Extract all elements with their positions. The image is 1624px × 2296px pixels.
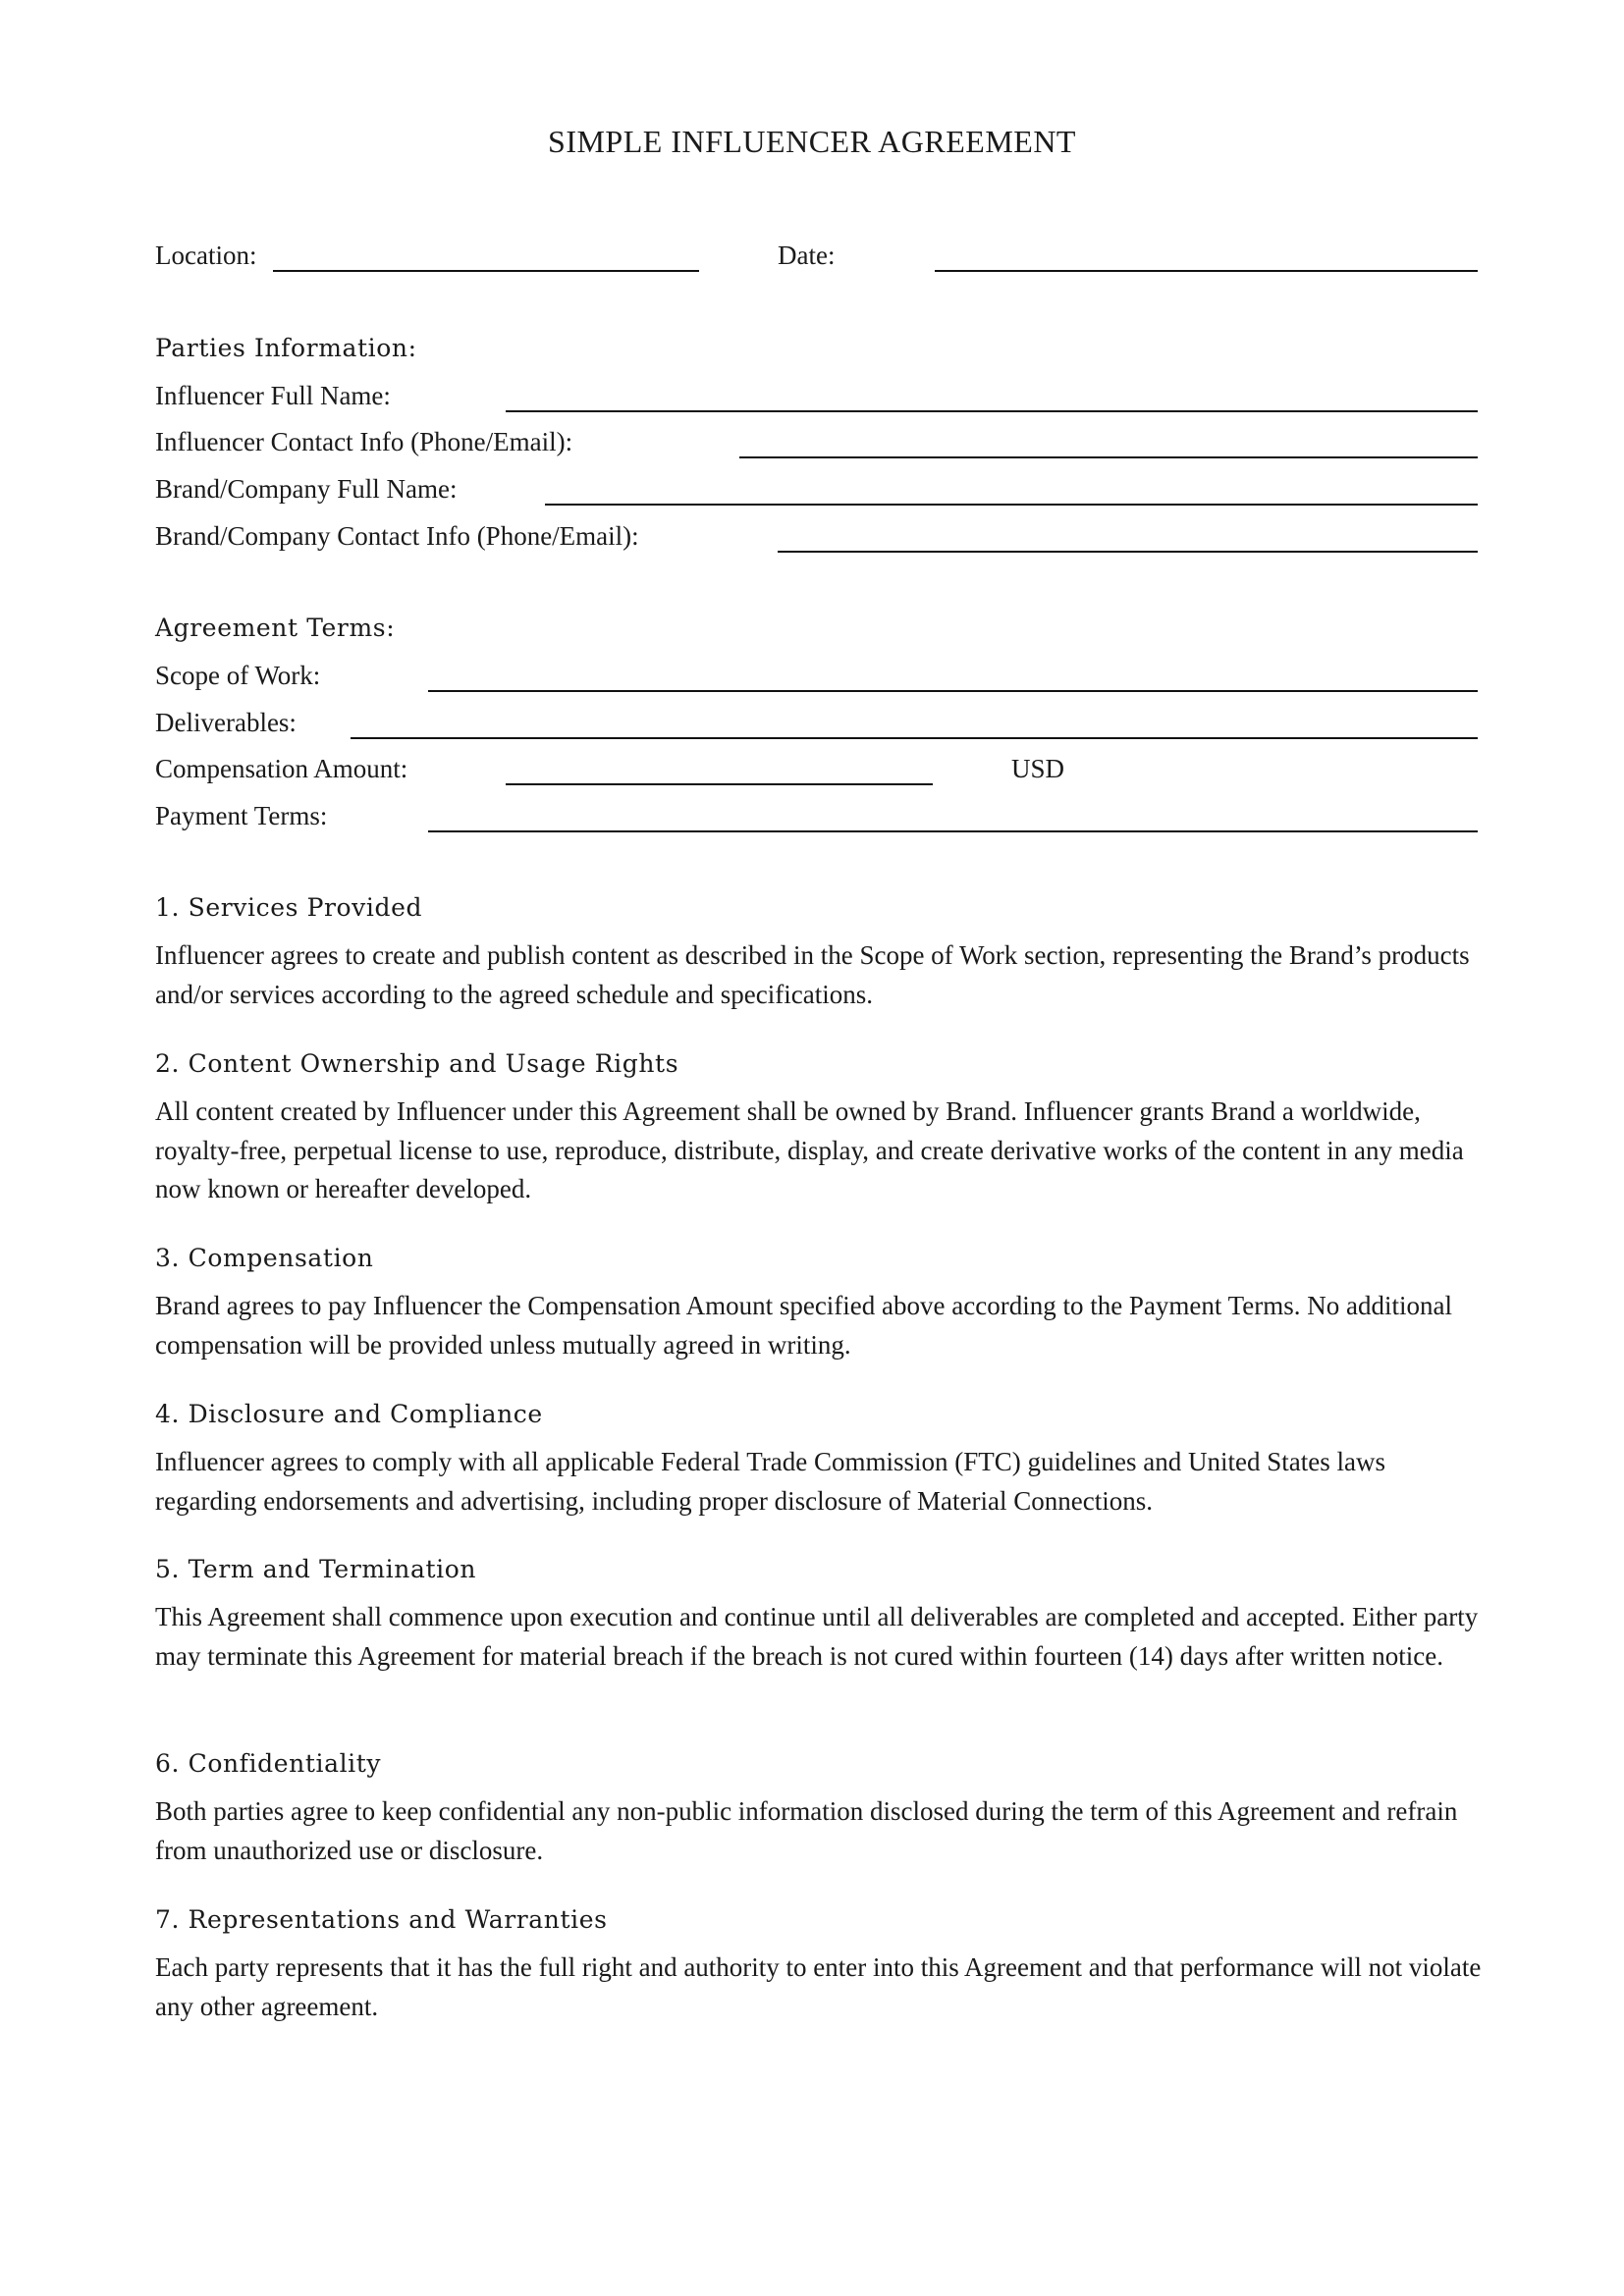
currency-label: USD (1011, 754, 1065, 783)
section-7-text: Each party represents that it has the full right and authority to enter into this Agreement and that performance will not violate any other agreement. (155, 1952, 1482, 2021)
section-6-heading: 6. Confidentiality (155, 1749, 382, 1778)
document-title: SIMPLE INFLUENCER AGREEMENT (548, 124, 1076, 159)
brand-name-label: Brand/Company Full Name: (155, 474, 458, 504)
location-label: Location: (155, 240, 257, 270)
scope-label: Scope of Work: (155, 661, 321, 690)
compensation-field-line[interactable] (506, 783, 933, 785)
section-2-heading: 2. Content Ownership and Usage Rights (155, 1049, 679, 1078)
section-3-heading: 3. Compensation (155, 1244, 374, 1272)
payment-terms-label: Payment Terms: (155, 801, 328, 830)
section-7-heading: 7. Representations and Warranties (155, 1905, 608, 1934)
brand-contact-field-line[interactable] (778, 551, 1478, 553)
influencer-contact-field-line[interactable] (739, 456, 1478, 458)
scope-field-line[interactable] (428, 690, 1478, 692)
section-4-heading: 4. Disclosure and Compliance (155, 1400, 543, 1428)
compensation-label: Compensation Amount: (155, 754, 408, 783)
location-field-line[interactable] (273, 270, 699, 272)
section-1-text: Influencer agrees to create and publish content as described in the Scope of Work section, representing the Brand’s products and/or services according to the agreed schedule and specifications. (155, 940, 1470, 1009)
section-1-heading: 1. Services Provided (155, 893, 423, 922)
section-5-text: This Agreement shall commence upon execution and continue until all deliverables are completed and accepted. Either party may terminate this Agreement for material breach if the breach is not cured within fourteen (14) days after written notice. (155, 1602, 1479, 1671)
brand-contact-label: Brand/Company Contact Info (Phone/Email): (155, 521, 639, 551)
influencer-contact-label: Influencer Contact Info (Phone/Email): (155, 427, 573, 456)
payment-terms-field-line[interactable] (428, 830, 1478, 832)
section-5-heading: 5. Term and Termination (155, 1555, 477, 1583)
brand-name-field-line[interactable] (545, 504, 1478, 506)
section-2-text: All content created by Influencer under this Agreement shall be owned by Brand. Influencer grants Brand a worldwide, royalty-free, perpetual license to use, reproduce, distribute, display, and create derivative works of the content in any media now known or hereafter developed. (155, 1096, 1464, 1203)
deliverables-field-line[interactable] (351, 737, 1478, 739)
section-6-text: Both parties agree to keep confidential any non-public information disclosed during the term of this Agreement and refrain from unauthorized use or disclosure. (155, 1796, 1458, 1865)
section-4-text: Influencer agrees to comply with all applicable Federal Trade Commission (FTC) guidelines and United States laws regarding endorsements and advertising, including proper disclosure of Material Connections. (155, 1447, 1385, 1516)
date-field-line[interactable] (935, 270, 1478, 272)
parties-heading: Parties Information: (155, 334, 417, 362)
section-3-text: Brand agrees to pay Influencer the Compensation Amount specified above according to the Payment Terms. No additional compensation will be provided unless mutually agreed in writing. (155, 1291, 1452, 1360)
terms-heading: Agreement Terms: (155, 614, 396, 642)
deliverables-label: Deliverables: (155, 708, 297, 737)
date-label: Date: (778, 240, 836, 270)
influencer-name-label: Influencer Full Name: (155, 381, 391, 410)
influencer-name-field-line[interactable] (506, 410, 1478, 412)
